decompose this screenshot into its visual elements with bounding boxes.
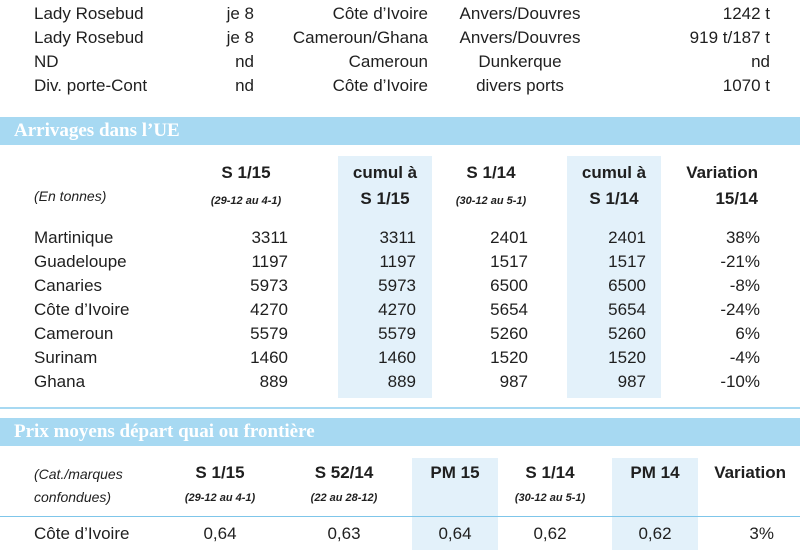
arrivals-variation: -8% xyxy=(729,276,760,295)
section-separator xyxy=(0,407,800,409)
shipment-destination: Dunkerque xyxy=(478,52,562,71)
arrivals-country: Cameroun xyxy=(34,324,114,343)
shipment-destination: Anvers/Douvres xyxy=(459,4,581,23)
arrivals-cumul15: 5579 xyxy=(378,324,416,343)
arrivals-s115: 1460 xyxy=(250,348,288,367)
arrivals-s115: 3311 xyxy=(251,228,288,247)
shipment-destination: divers ports xyxy=(476,76,564,95)
shipment-tonnage: 919 t/187 t xyxy=(689,28,770,47)
arrivals-variation: 38% xyxy=(725,228,760,247)
arrivals-cumul14: 1520 xyxy=(608,348,646,367)
arrivals-cumul15: 889 xyxy=(387,372,416,391)
arrivals-country: Ghana xyxy=(34,372,86,391)
prices-header-s114-dates: (30-12 au 5-1) xyxy=(514,492,586,504)
prices-pm14: 0,62 xyxy=(638,524,672,543)
arrivals-header-cumul14-line2: S 1/14 xyxy=(589,189,639,208)
arrivals-s115: 4270 xyxy=(250,300,288,319)
arrivals-country: Côte d’Ivoire xyxy=(34,300,130,319)
arrivals-cumul14: 1517 xyxy=(608,252,646,271)
shipment-tonnage: 1242 t xyxy=(722,4,770,23)
prices-title: Prix moyens départ quai ou frontière xyxy=(14,421,315,442)
shipment-origin: Cameroun/Ghana xyxy=(292,28,428,47)
arrivals-header-s114: S 1/14 xyxy=(466,163,516,182)
prices-s5214: 0,63 xyxy=(327,524,361,543)
shipment-vessel: Lady Rosebud xyxy=(34,4,144,23)
arrivals-cumul15: 5973 xyxy=(378,276,416,295)
arrivals-country: Martinique xyxy=(34,228,114,247)
arrivals-cumul15: 1460 xyxy=(378,348,416,367)
arrivals-s114: 5260 xyxy=(490,324,528,343)
shipment-destination: Anvers/Douvres xyxy=(459,28,581,47)
prices-header-s115: S 1/15 xyxy=(195,463,245,482)
arrivals-cumul14: 5654 xyxy=(608,300,646,319)
arrivals-variation: 6% xyxy=(735,324,760,343)
arrivals-s114: 5654 xyxy=(490,300,528,319)
prices-header-s114: S 1/14 xyxy=(525,463,575,482)
shipment-day: je 8 xyxy=(226,4,254,23)
shipment-day: nd xyxy=(235,52,254,71)
shipment-tonnage: nd xyxy=(751,52,770,71)
shipment-origin: Côte d’Ivoire xyxy=(332,76,428,95)
arrivals-s114: 987 xyxy=(499,372,528,391)
prices-label-line2: confondues) xyxy=(34,489,112,505)
prices-country: Côte d’Ivoire xyxy=(34,524,130,543)
prices-header-s115-dates: (29-12 au 4-1) xyxy=(184,492,256,504)
arrivals-cumul15: 3311 xyxy=(379,228,416,247)
prices-header-s5214: S 52/14 xyxy=(314,463,374,482)
arrivals-header-variation-line1: Variation xyxy=(686,163,758,182)
arrivals-variation: -21% xyxy=(720,252,760,271)
arrivals-header-cumul14-line1: cumul à xyxy=(581,163,647,182)
arrivals-header-s115: S 1/15 xyxy=(221,163,271,182)
arrivals-variation: -24% xyxy=(720,300,760,319)
arrivals-header-variation-line2: 15/14 xyxy=(715,189,758,208)
arrivals-cumul14: 5260 xyxy=(608,324,646,343)
arrivals-s115: 5579 xyxy=(250,324,288,343)
arrivals-header-s114-dates: (30-12 au 5-1) xyxy=(455,195,527,207)
prices-section-header xyxy=(0,418,800,446)
arrivals-s115: 889 xyxy=(259,372,288,391)
arrivals-cumul15: 4270 xyxy=(378,300,416,319)
arrivals-country: Canaries xyxy=(34,276,103,295)
arrivals-header-cumul15-line2: S 1/15 xyxy=(360,189,410,208)
arrivals-unit-label: (En tonnes) xyxy=(34,188,107,204)
prices-row-divider xyxy=(0,516,800,517)
shipment-vessel: Lady Rosebud xyxy=(34,28,144,47)
shipment-vessel: ND xyxy=(34,52,59,71)
arrivals-s114: 1517 xyxy=(490,252,528,271)
arrivals-variation: -4% xyxy=(729,348,760,367)
shipment-tonnage: 1070 t xyxy=(722,76,770,95)
shipment-day: nd xyxy=(235,76,254,95)
prices-s114: 0,62 xyxy=(533,524,567,543)
arrivals-variation: -10% xyxy=(720,372,760,391)
arrivals-cumul14: 2401 xyxy=(608,228,646,247)
shipment-origin: Côte d’Ivoire xyxy=(332,4,428,23)
shipment-vessel: Div. porte-Cont xyxy=(34,76,148,95)
prices-header-s5214-dates: (22 au 28-12) xyxy=(310,492,378,504)
prices-label-line1: (Cat./marques xyxy=(34,466,123,482)
arrivals-s115: 1197 xyxy=(251,252,288,271)
prices-variation: 3% xyxy=(749,524,774,543)
arrivals-cumul14: 987 xyxy=(617,372,646,391)
arrivals-s114: 1520 xyxy=(490,348,528,367)
arrivals-cumul15: 1197 xyxy=(379,252,416,271)
shipment-origin: Cameroun xyxy=(348,52,428,71)
arrivals-s115: 5973 xyxy=(250,276,288,295)
arrivals-header-s115-dates: (29-12 au 4-1) xyxy=(210,195,282,207)
arrivals-title: Arrivages dans l’UE xyxy=(14,120,180,141)
shipment-day: je 8 xyxy=(226,28,254,47)
arrivals-country: Surinam xyxy=(34,348,98,367)
prices-header-variation: Variation xyxy=(714,463,786,482)
prices-header-pm14: PM 14 xyxy=(630,463,680,482)
arrivals-cumul14: 6500 xyxy=(608,276,646,295)
arrivals-s114: 6500 xyxy=(490,276,528,295)
arrivals-s114: 2401 xyxy=(490,228,528,247)
prices-s115: 0,64 xyxy=(203,524,237,543)
prices-header-pm15: PM 15 xyxy=(430,463,480,482)
arrivals-header-cumul15-line1: cumul à xyxy=(352,163,418,182)
arrivals-country: Guadeloupe xyxy=(34,252,127,271)
arrivals-section-header xyxy=(0,117,800,145)
prices-pm15: 0,64 xyxy=(438,524,472,543)
